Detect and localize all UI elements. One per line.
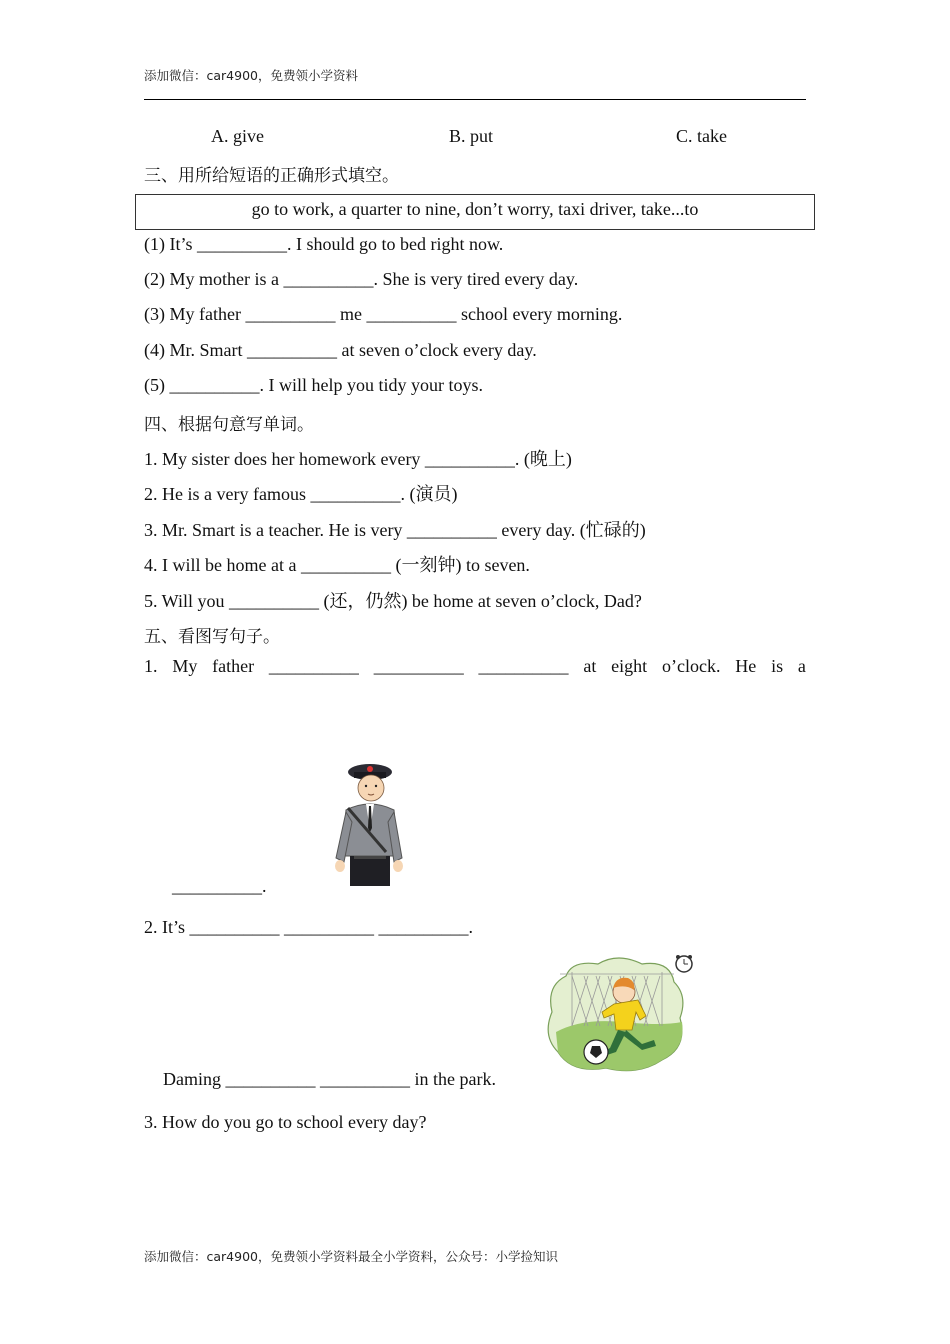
s4-item-5: 5. Will you __________ (还，仍然) be home at seven o’clock, Dad? [144, 591, 642, 611]
police-officer-illustration [330, 758, 406, 888]
section3-title: 三、用所给短语的正确形式填空。 [144, 166, 399, 186]
s5-q2-daming: Daming __________ __________ in the park. [163, 1069, 496, 1089]
s4-item-3: 3. Mr. Smart is a teacher. He is very __________ every day. (忙碌的) [144, 520, 646, 540]
option-a: A. give [211, 126, 264, 146]
q1-word: father [212, 656, 255, 676]
q1-word: o’clock. [661, 656, 721, 676]
s3-item-5: (5) __________. I will help you tidy your toys. [144, 375, 483, 395]
option-b: B. put [449, 126, 494, 146]
section5-title: 五、看图写句子。 [144, 627, 280, 647]
q1-word: is [771, 656, 784, 676]
page-footer: 添加微信：car4900，免费领小学资料最全小学资料，公众号：小学捡知识 [144, 1249, 558, 1264]
section4-title: 四、根据句意写单词。 [144, 415, 314, 435]
s5-q2-line: 2. It’s __________ __________ __________. [144, 917, 474, 937]
s3-item-1: (1) It’s __________. I should go to bed right now. [144, 234, 504, 254]
q1-word: My [172, 656, 198, 676]
q1-word: He [735, 656, 757, 676]
s5-q3: 3. How do you go to school every day? [144, 1112, 427, 1132]
q1-word: eight [611, 656, 648, 676]
s4-item-4: 4. I will be home at a __________ (一刻钟) to seven. [144, 555, 530, 575]
s3-item-4: (4) Mr. Smart __________ at seven o’clock every day. [144, 340, 537, 360]
q1-blank: __________ [478, 656, 569, 676]
s4-item-1: 1. My sister does her homework every __________. (晚上) [144, 449, 572, 469]
phrase-box [135, 194, 815, 230]
q1-blank: __________ [268, 656, 359, 676]
q1-word: at [583, 656, 597, 676]
q1-blank: __________ [373, 656, 464, 676]
q1-word: a [797, 656, 806, 676]
s3-item-2: (2) My mother is a __________. She is very tired every day. [144, 269, 579, 289]
phrase-list: go to work, a quarter to nine, don’t worry, taxi driver, take...to [251, 199, 699, 219]
q1-word: 1. [144, 656, 158, 676]
option-c: C. take [676, 126, 727, 146]
page-header: 添加微信：car4900，免费领小学资料 [144, 68, 358, 83]
header-rule [144, 99, 806, 100]
s3-item-3: (3) My father __________ me __________ school every morning. [144, 304, 623, 324]
s5-q1-line [144, 656, 806, 677]
boy-playing-football-illustration [542, 952, 698, 1076]
s4-item-2: 2. He is a very famous __________. (演员) [144, 484, 458, 504]
s5-q1-end: __________. [172, 876, 267, 896]
